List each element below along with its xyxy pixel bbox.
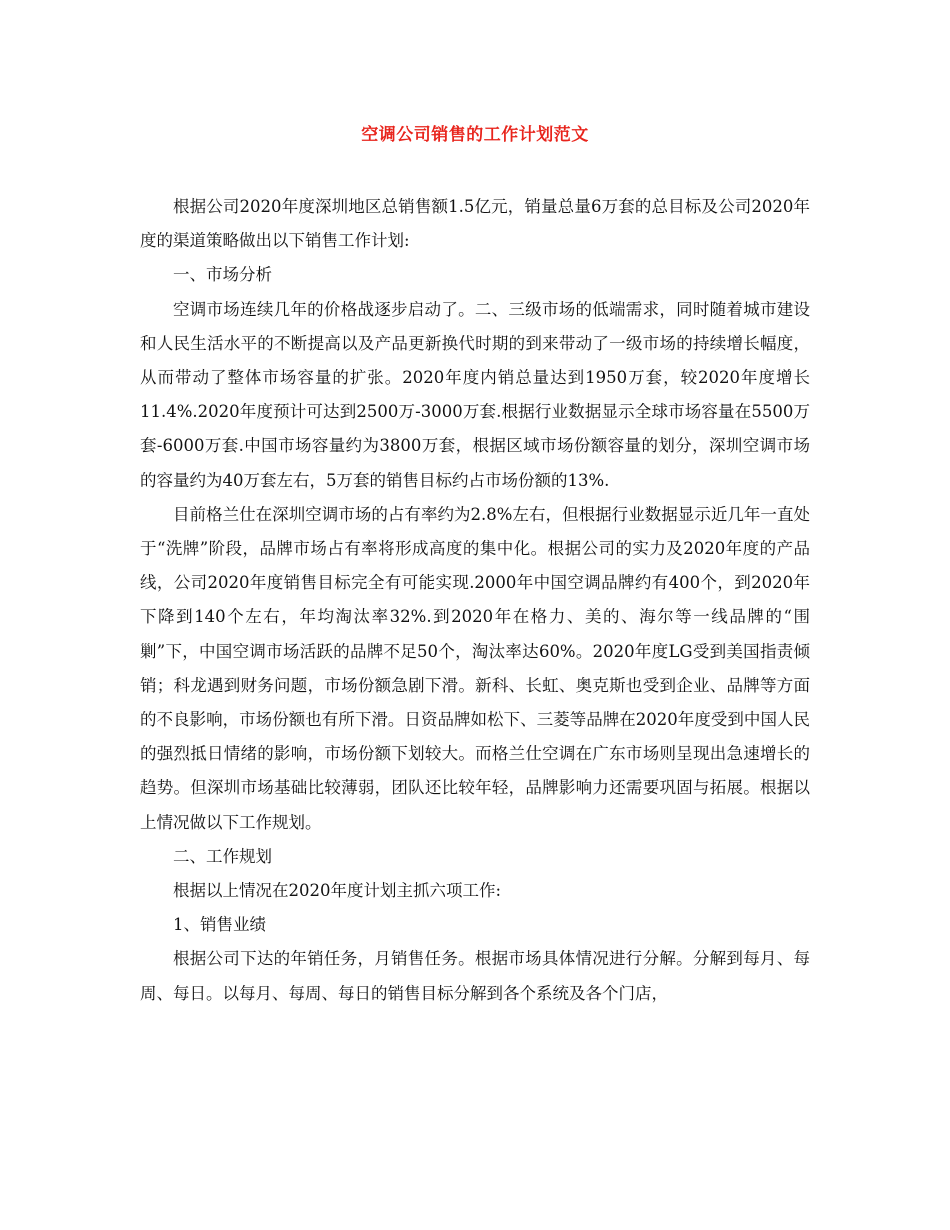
section-heading-work-plan: 二、工作规划 [173,846,272,866]
document-body [140,190,810,1011]
subheading-sales-performance: 1、销售业绩 [173,915,266,935]
document-title: 空调公司销售的工作计划范文 [361,125,589,145]
section-heading-market-analysis: 一、市场分析 [173,265,272,285]
paragraph-market-overview: 空调市场连续几年的价格战逐步启动了。二、三级市场的低端需求，同时随着城市建设和人民生活水平的不断提高以及产品更新换代时期的到来带动了一级市场的持续增长幅度，从而带动了整体市场容量的扩张。2020年度内销总量达到1950万套，较2020年度增长11.4%.2020年度预计可达到2500万-3000万套.根据行业数据显示全球市场容量在5500万套-6000万套.中国市场容量约为3800万套，根据区域市场份额容量的划分，深圳空调市场的容量约为40万套左右，5万套的销售目标约占市场份额的13%. [140,299,810,490]
paragraph-work-plan-intro: 根据以上情况在2020年度计划主抓六项工作: [173,881,502,901]
paragraph-intro: 根据公司2020年度深圳地区总销售额1.5亿元，销量总量6万套的总目标及公司2020年度的渠道策略做出以下销售工作计划: [140,197,810,251]
paragraph-sales-breakdown: 根据公司下达的年销任务，月销售任务。根据市场具体情况进行分解。分解到每月、每周、每日。以每月、每周、每日的销售目标分解到各个系统及各个门店， [140,949,810,1003]
paragraph-brand-share: 目前格兰仕在深圳空调市场的占有率约为2.8%左右，但根据行业数据显示近几年一直处于“洗牌”阶段，品牌市场占有率将形成高度的集中化。根据公司的实力及2020年度的产品线，公司2020年度销售目标完全有可能实现.2000年中国空调品牌约有400个，到2020年下降到140个左右，年均淘汰率32%.到2020年在格力、美的、海尔等一线品牌的“围剿”下，中国空调市场活跃的品牌不足50个，淘汰率达60%。2020年度LG受到美国指责倾销；科龙遇到财务问题，市场份额急剧下滑。新科、长虹、奥克斯也受到企业、品牌等方面的不良影响，市场份额也有所下滑。日资品牌如松下、三菱等品牌在2020年度受到中国人民的强烈抵日情绪的影响，市场份额下划较大。而格兰仕空调在广东市场则呈现出急速增长的趋势。但深圳市场基础比较薄弱，团队还比较年轻，品牌影响力还需要巩固与拓展。根据以上情况做以下工作规划。 [140,504,810,832]
